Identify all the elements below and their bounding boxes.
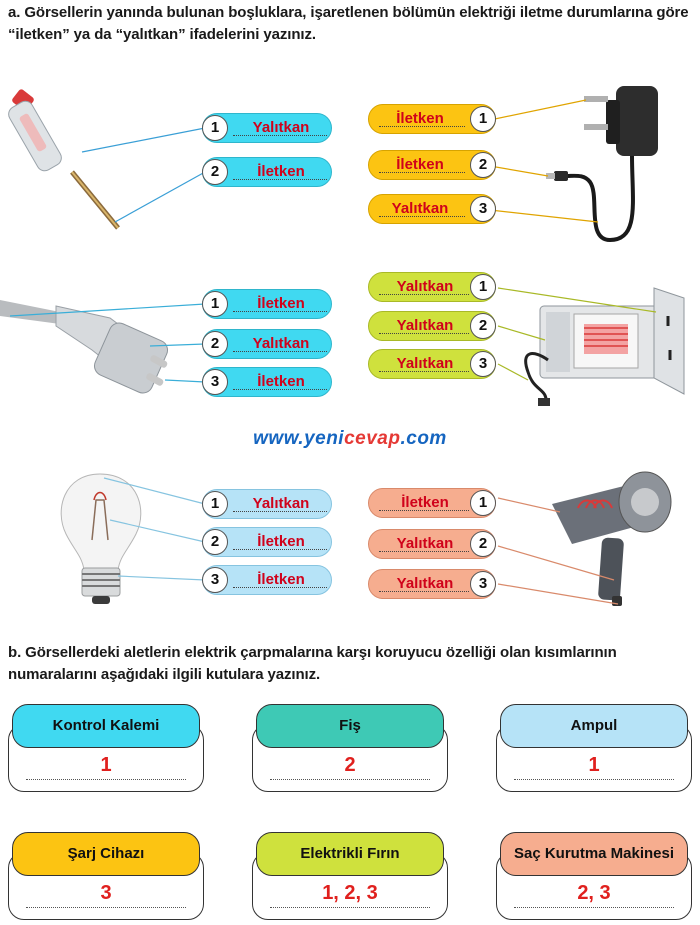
answer-text: İletken	[396, 156, 444, 173]
answer-line	[233, 587, 327, 588]
answer-box-ampul[interactable]	[496, 704, 692, 792]
box-title: Saç Kurutma Makinesi	[500, 832, 688, 876]
answer-line	[379, 510, 469, 511]
answer-box-fis[interactable]	[252, 704, 448, 792]
box-answer: 1	[588, 754, 600, 776]
box-title: Elektrikli Fırın	[256, 832, 444, 876]
box-answer-line	[26, 907, 186, 908]
answer-text: Yalıtkan	[252, 119, 310, 136]
answer-line	[379, 294, 469, 295]
box-title: Kontrol Kalemi	[12, 704, 200, 748]
answer-line	[379, 216, 465, 217]
watermark-suffix: .com	[400, 428, 447, 449]
hair-dryer-image	[552, 472, 671, 606]
number-badge: 3	[202, 369, 228, 395]
answer-text: Yalıtkan	[252, 495, 310, 512]
answer-text: İletken	[401, 494, 449, 511]
microwave-image	[526, 288, 684, 406]
box-title: Ampul	[500, 704, 688, 748]
answer-line	[233, 135, 327, 136]
answer-box-sarj-cihazi[interactable]	[8, 832, 204, 920]
answer-line	[379, 371, 469, 372]
number-badge: 1	[202, 491, 228, 517]
answer-line	[233, 179, 327, 180]
box-answer-line	[270, 779, 430, 780]
watermark-prefix: www.yeni	[253, 428, 345, 449]
answer-text: İletken	[257, 373, 305, 390]
answer-text: Yalıtkan	[396, 535, 454, 552]
number-badge: 2	[202, 331, 228, 357]
box-answer: 1, 2, 3	[322, 882, 378, 904]
answer-line	[379, 591, 469, 592]
box-answer: 2	[344, 754, 356, 776]
answer-line	[233, 511, 327, 512]
box-answer: 1	[100, 754, 112, 776]
answer-line	[233, 549, 327, 550]
box-title: Şarj Cihazı	[12, 832, 200, 876]
answer-text: İletken	[396, 110, 444, 127]
site-watermark	[0, 428, 700, 450]
number-badge: 1	[470, 106, 496, 132]
answer-line	[379, 126, 465, 127]
answer-text: İletken	[257, 163, 305, 180]
section-a-text: Görsellerin yanında bulunan boşluklara, işaretlenen bölümün elektriği iletme durumlarına göre “iletken” ya da “yalıtkan” ifadelerini yazınız.	[8, 4, 689, 43]
box-answer: 3	[100, 882, 112, 904]
answer-text: İletken	[257, 295, 305, 312]
answer-text: Yalıtkan	[396, 317, 454, 334]
number-badge: 3	[470, 351, 496, 377]
answer-box-kontrol-kalemi[interactable]	[8, 704, 204, 792]
number-badge: 2	[470, 313, 496, 339]
box-answer-line	[514, 907, 674, 908]
plug-image	[0, 300, 171, 396]
charger-image	[546, 86, 658, 240]
number-badge: 1	[470, 274, 496, 300]
number-badge: 2	[470, 152, 496, 178]
number-badge: 2	[202, 529, 228, 555]
answer-text: Yalıtkan	[391, 200, 449, 217]
answer-text: Yalıtkan	[396, 575, 454, 592]
section-a-label: a.	[8, 4, 21, 21]
answer-text: Yalıtkan	[396, 355, 454, 372]
section-b-instruction	[8, 642, 692, 686]
screwdriver-image	[6, 88, 118, 228]
answer-line	[379, 551, 469, 552]
answer-line	[379, 333, 469, 334]
number-badge: 2	[202, 159, 228, 185]
box-answer-line	[270, 907, 430, 908]
box-answer-line	[26, 779, 186, 780]
answer-text: İletken	[257, 571, 305, 588]
number-badge: 3	[470, 571, 496, 597]
number-badge: 2	[470, 531, 496, 557]
answer-line	[233, 389, 327, 390]
number-badge: 1	[202, 291, 228, 317]
answer-text: Yalıtkan	[396, 278, 454, 295]
box-answer-line	[514, 779, 674, 780]
answer-box-elektrikli-firin[interactable]	[252, 832, 448, 920]
number-badge: 3	[470, 196, 496, 222]
answer-text: İletken	[257, 533, 305, 550]
answer-line	[233, 311, 327, 312]
number-badge: 3	[202, 567, 228, 593]
section-b-label: b.	[8, 644, 22, 661]
box-title: Fiş	[256, 704, 444, 748]
section-b-text: Görsellerdeki aletlerin elektrik çarpmalarına karşı koruyucu özelliği olan kısımlarının numaralarını aşağıdaki ilgili kutulara yazınız.	[8, 644, 617, 683]
number-badge: 1	[202, 115, 228, 141]
box-answer: 2, 3	[577, 882, 611, 904]
watermark-middle: cevap	[344, 428, 401, 449]
light-bulb-image	[61, 474, 141, 604]
answer-line	[379, 172, 465, 173]
answer-text: Yalıtkan	[252, 335, 310, 352]
number-badge: 1	[470, 490, 496, 516]
answer-box-sac-kurutma[interactable]	[496, 832, 692, 920]
answer-line	[233, 351, 327, 352]
